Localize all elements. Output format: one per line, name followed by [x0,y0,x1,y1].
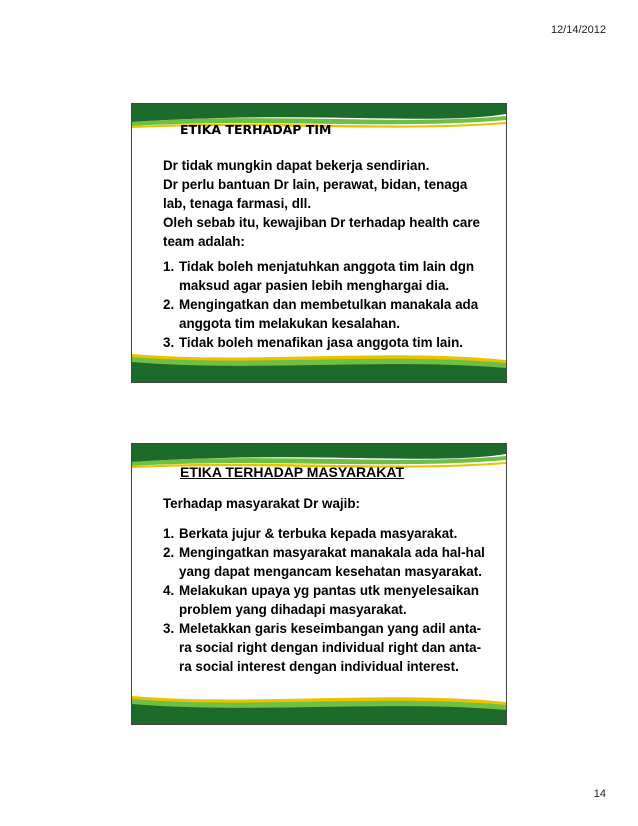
bottom-green-band [132,350,506,382]
slide-etika-terhadap-masyarakat [131,443,507,725]
paragraph: Dr perlu bantuan Dr lain, perawat, bidan, tenaga lab, tenaga farmasi, dll. [163,177,468,211]
list-item-text: Mengingatkan masyarakat manakala ada hal-hal yang dapat mengancam kesehatan masyarakat. [179,545,485,579]
paragraph: Dr tidak mungkin dapat bekerja sendirian. [163,158,430,173]
list-item-text: Tidak boleh menjatuhkan anggota tim lain dgn maksud agar pasien lebih menghargai dia. [179,259,475,293]
slide-title: ETIKA TERHADAP MASYARAKAT [180,464,405,480]
intro-paragraph: Terhadap masyarakat Dr wajib: [163,496,360,511]
list-number: 3. [163,335,175,350]
list-number: 4. [163,583,175,598]
slide-etika-terhadap-tim [131,103,507,383]
page-number: 14 [593,788,606,800]
list-number: 3. [163,621,175,636]
list-item-text: Mengingatkan dan membetulkan manakala ada anggota tim melakukan kesalahan. [179,297,479,331]
list-item-text: Tidak boleh menafikan jasa anggota tim lain. [179,335,464,350]
list-item [163,619,492,676]
list-item [163,543,492,581]
list-item [163,524,492,543]
numbered-list [163,257,492,352]
bottom-green-band [132,692,506,724]
paragraph: Oleh sebab itu, kewajiban Dr terhadap health care team adalah: [163,215,481,249]
list-item [163,295,492,333]
page-date: 12/14/2012 [550,24,606,36]
list-item [163,581,492,619]
list-item-text: Melakukan upaya yg pantas utk menyelesaikan problem yang dihadapi masyarakat. [179,583,479,617]
list-number: 2. [163,297,175,312]
slide-body [163,156,492,352]
list-number: 2. [163,545,175,560]
list-item-text: Berkata jujur & terbuka kepada masyarakat. [179,526,458,541]
numbered-list [163,524,492,676]
slide-title: ETIKA TERHADAP TIM [180,122,332,137]
slide-body [163,494,492,676]
list-number: 1. [163,259,175,274]
list-number: 1. [163,526,175,541]
list-item [163,257,492,295]
list-item-text: Meletakkan garis keseimbangan yang adil anta-ra social right dengan individual right dan anta-ra social interest dengan individual interest. [179,621,482,674]
